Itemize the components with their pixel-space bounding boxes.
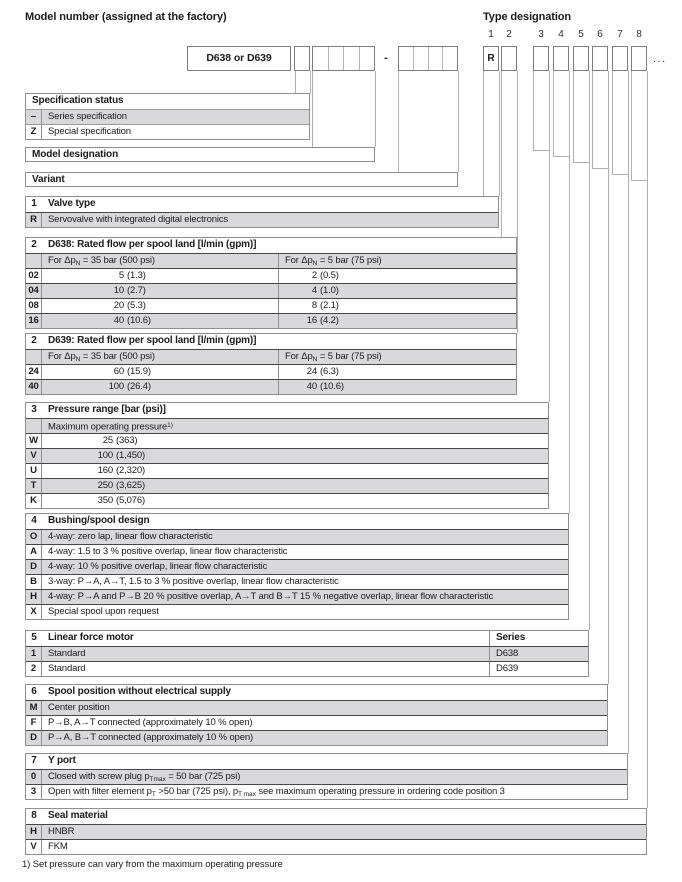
table-title: Y port xyxy=(48,755,76,766)
position-number: 1 xyxy=(488,29,494,40)
table-title: Specification status xyxy=(32,95,124,106)
table-row-2 xyxy=(26,661,588,676)
flow-35bar-cell xyxy=(42,365,279,379)
connector-line xyxy=(533,71,534,150)
connector-line xyxy=(589,71,590,630)
connector-line xyxy=(573,162,589,163)
ordering-table-spool-position xyxy=(25,684,608,746)
code-cell: – xyxy=(26,110,42,124)
table-row-F xyxy=(26,715,607,730)
code-cell: A xyxy=(26,545,42,559)
connector-line xyxy=(592,168,608,169)
description-cell: FKM xyxy=(48,841,68,852)
description-cell: Series specification xyxy=(48,111,127,122)
flow-lmin-value: 16 xyxy=(306,315,317,326)
connector-line xyxy=(549,71,550,402)
code-cell: T xyxy=(26,479,42,493)
flow-row-40 xyxy=(26,379,516,394)
table-row-B xyxy=(26,574,568,589)
table-row-3 xyxy=(26,784,627,799)
pressure-bar-value: 350 xyxy=(97,495,113,506)
connector-line xyxy=(499,71,500,196)
pressure-cell xyxy=(42,434,548,448)
code-cell: 16 xyxy=(26,314,42,328)
position-number-cell: 2 xyxy=(31,239,37,250)
table-row-H xyxy=(26,589,568,604)
ordering-table-bushing-spool-design xyxy=(25,513,569,620)
pressure-cell xyxy=(42,494,548,508)
flow-row-16 xyxy=(26,313,516,328)
column-header: Maximum operating pressure$^{1)}$ xyxy=(48,421,173,433)
flow-gpm-value: (2.7) xyxy=(127,285,146,296)
type-position-box-6 xyxy=(592,46,608,71)
flow-gpm-value: (1.0) xyxy=(320,285,339,296)
flow-lmin-value: 40 xyxy=(113,315,124,326)
code-cell xyxy=(26,254,42,268)
specification-status-table xyxy=(25,93,310,140)
flow-35bar-cell xyxy=(42,380,279,394)
connector-line xyxy=(533,150,549,151)
pressure-row-U xyxy=(26,463,548,478)
connector-line xyxy=(569,71,570,513)
flow-35bar-cell xyxy=(42,314,279,328)
connector-line xyxy=(312,71,313,147)
code-cell: D xyxy=(26,731,42,745)
flow-row-08 xyxy=(26,298,516,313)
table-title-row xyxy=(26,94,309,109)
table-row-A xyxy=(26,544,568,559)
table-title-row xyxy=(26,754,627,769)
position-number: 4 xyxy=(558,29,564,40)
variant-box: Variant xyxy=(25,172,458,187)
flow-gpm-value: (26.4) xyxy=(127,381,151,392)
flow-5bar-cell xyxy=(279,284,516,298)
position-number-cell: 6 xyxy=(31,686,37,697)
description-cell: Closed with screw plug $p_{Tmax} = 50$ bar (725 psi) xyxy=(48,771,241,783)
table-title: D638: Rated flow per spool land [l/min (gpm)] xyxy=(48,239,257,250)
pressure-cell xyxy=(42,449,548,463)
column-header-row xyxy=(26,349,516,364)
table-title-row xyxy=(26,334,516,349)
column-header: For $\Delta p_N = 35$ bar (500 psi) xyxy=(42,350,279,364)
description-cell: Servovalve with integrated digital electronics xyxy=(48,214,229,225)
flow-lmin-value: 20 xyxy=(113,300,124,311)
pressure-row-K xyxy=(26,493,548,508)
ordering-table-y-port xyxy=(25,753,628,800)
ordering-table-d639-rated-flow xyxy=(25,333,517,395)
pressure-row-V xyxy=(26,448,548,463)
connector-line xyxy=(295,71,296,93)
pressure-bar-value: 100 xyxy=(97,450,113,461)
description-cell: 4-way: P→A and P→B 20 % positive overlap, A→T and B→T 15 % negative overlap, linear flow characteristic xyxy=(48,591,494,602)
connector-line xyxy=(553,71,554,156)
description-cell: P→B, A→T connected (approximately 10 % open) xyxy=(48,717,253,728)
code-cell: 24 xyxy=(26,365,42,379)
description-cell: 4-way: 1.5 to 3 % positive overlap, linear flow characteristic xyxy=(48,546,288,557)
table-row-D xyxy=(26,559,568,574)
code-cell: 40 xyxy=(26,380,42,394)
table-title: Spool position without electrical supply xyxy=(48,686,231,697)
table-row-1 xyxy=(26,646,588,661)
position-number: 3 xyxy=(538,29,544,40)
type-position-box-5 xyxy=(573,46,589,71)
table-title: Linear force motor xyxy=(48,632,134,643)
flow-gpm-value: (5.3) xyxy=(127,300,146,311)
ordering-table-seal-material xyxy=(25,808,647,855)
pressure-bar-value: 250 xyxy=(97,480,113,491)
code-cell: V xyxy=(26,449,42,463)
code-cell: D xyxy=(26,560,42,574)
series-column-header: Series xyxy=(489,631,588,646)
connector-line xyxy=(608,71,609,684)
ellipsis: ... xyxy=(653,53,667,65)
table-title-row xyxy=(26,631,588,646)
flow-gpm-value: (2.1) xyxy=(320,300,339,311)
digit-cell xyxy=(359,47,375,70)
variant-digit-group xyxy=(398,46,458,71)
description-cell: Center position xyxy=(48,702,110,713)
model-number-heading: Model number (assigned at the factory) xyxy=(25,11,227,23)
flow-lmin-value: 4 xyxy=(311,285,317,296)
code-cell: 1 xyxy=(26,647,42,661)
code-cell: X xyxy=(26,605,42,619)
ordering-table-pressure-range xyxy=(25,402,549,509)
flow-gpm-value: (15.9) xyxy=(127,366,151,377)
table-title-row xyxy=(26,238,516,253)
position-number-cell: 3 xyxy=(31,404,37,415)
digit-cell xyxy=(399,47,413,70)
column-header-row xyxy=(26,418,548,433)
flow-gpm-value: (10.6) xyxy=(320,381,344,392)
connector-line xyxy=(483,71,484,196)
flow-gpm-value: (0.5) xyxy=(320,270,339,281)
description-cell: 4-way: zero lap, linear flow characteristic xyxy=(48,531,213,542)
series-value-cell: D638 xyxy=(489,647,588,661)
digit-cell xyxy=(413,47,428,70)
description-cell: Special spool upon request xyxy=(48,606,159,617)
footnote: 1) Set pressure can vary from the maximum operating pressure xyxy=(22,859,283,870)
flow-35bar-cell xyxy=(42,269,279,283)
code-cell: U xyxy=(26,464,42,478)
type-position-box-3 xyxy=(533,46,549,71)
table-row-M xyxy=(26,700,607,715)
code-cell: H xyxy=(26,825,42,839)
flow-35bar-cell xyxy=(42,299,279,313)
code-cell: 02 xyxy=(26,269,42,283)
connector-line xyxy=(647,71,648,808)
flow-lmin-value: 60 xyxy=(113,366,124,377)
digit-cell xyxy=(313,47,328,70)
flow-lmin-value: 8 xyxy=(311,300,317,311)
description-cell: Open with filter element $p_T >50$ bar (725 psi), $p_{T max}$ see maximum operating pressure in ordering code position 3 xyxy=(48,786,505,798)
position-number-cell: 2 xyxy=(31,335,37,346)
table-row-H xyxy=(26,824,646,839)
table-title: Seal material xyxy=(48,810,108,821)
flow-5bar-cell xyxy=(279,380,516,394)
flow-lmin-value: 100 xyxy=(108,381,124,392)
description-cell: Special specification xyxy=(48,126,131,137)
connector-line xyxy=(553,156,569,157)
type-position-box-4 xyxy=(553,46,569,71)
table-title: Pressure range [bar (psi)] xyxy=(48,404,166,415)
connector-line xyxy=(501,71,502,237)
pressure-row-T xyxy=(26,478,548,493)
code-cell: F xyxy=(26,716,42,730)
series-value-cell: D639 xyxy=(489,662,588,676)
flow-row-04 xyxy=(26,283,516,298)
code-cell: Z xyxy=(26,125,42,139)
pressure-row-W xyxy=(26,433,548,448)
pressure-psi-value: (5,076) xyxy=(116,495,146,506)
position-number-cell: 1 xyxy=(31,198,37,209)
digit-cell xyxy=(343,47,359,70)
table-title: D639: Rated flow per spool land [l/min (gpm)] xyxy=(48,335,257,346)
dash-separator: - xyxy=(384,52,388,64)
pressure-psi-value: (3,625) xyxy=(116,480,146,491)
code-cell: H xyxy=(26,590,42,604)
code-cell: 2 xyxy=(26,662,42,676)
flow-lmin-value: 2 xyxy=(311,270,317,281)
table-row-D xyxy=(26,730,607,745)
flow-5bar-cell xyxy=(279,365,516,379)
digit-cell xyxy=(442,47,457,70)
table-title-row xyxy=(26,514,568,529)
flow-row-24 xyxy=(26,364,516,379)
flow-lmin-value: 40 xyxy=(306,381,317,392)
ordering-table-valve-type xyxy=(25,196,499,228)
code-cell: K xyxy=(26,494,42,508)
position-number: 6 xyxy=(597,29,603,40)
table-row-O xyxy=(26,529,568,544)
column-header: For $\Delta p_N = 5$ bar (75 psi) xyxy=(285,255,382,267)
table-title-row xyxy=(26,685,607,700)
type-position-box-7 xyxy=(612,46,628,71)
connector-line xyxy=(458,71,459,172)
position-number: 7 xyxy=(617,29,623,40)
pressure-psi-value: (363) xyxy=(116,435,138,446)
spec-status-row-– xyxy=(26,109,309,124)
table-row-0 xyxy=(26,769,627,784)
position-number: 2 xyxy=(506,29,512,40)
flow-gpm-value: (6.3) xyxy=(320,366,339,377)
position-number-cell: 5 xyxy=(31,632,37,643)
code-cell: 08 xyxy=(26,299,42,313)
position-number-cell: 7 xyxy=(31,755,37,766)
connector-line xyxy=(573,71,574,162)
description-cell: 3-way: P→A, A→T, 1.5 to 3 % positive overlap, linear flow characteristic xyxy=(48,576,339,587)
connector-line xyxy=(398,71,399,172)
pressure-psi-value: (1,450) xyxy=(116,450,146,461)
connector-line xyxy=(517,71,518,333)
table-row-X xyxy=(26,604,568,619)
connector-line xyxy=(612,174,628,175)
table-title-row xyxy=(26,403,548,418)
description-cell: 4-way: 10 % positive overlap, linear flow characteristic xyxy=(48,561,268,572)
connector-line xyxy=(631,180,647,181)
description-cell: P→A, B→T connected (approximately 10 % open) xyxy=(48,732,253,743)
code-cell: 3 xyxy=(26,785,42,799)
connector-line xyxy=(592,71,593,168)
type-position-box-2 xyxy=(501,46,517,71)
type-designation-heading: Type designation xyxy=(483,11,572,23)
connector-line xyxy=(310,71,311,93)
flow-5bar-cell xyxy=(279,269,516,283)
position-number: 8 xyxy=(636,29,642,40)
model-designation-box: Model designation xyxy=(25,147,375,162)
connector-line xyxy=(628,71,629,753)
table-title-row xyxy=(26,809,646,824)
column-header: For $\Delta p_N = 35$ bar (500 psi) xyxy=(42,254,279,268)
column-header-row xyxy=(26,253,516,268)
pressure-cell xyxy=(42,464,548,478)
flow-gpm-value: (10.6) xyxy=(127,315,151,326)
description-cell: Standard xyxy=(48,648,86,659)
digit-cell xyxy=(328,47,344,70)
code-cell: V xyxy=(26,840,42,854)
factory-model-box: D638 or D639 xyxy=(187,46,291,71)
position-number-cell: 8 xyxy=(31,810,37,821)
table-row-R xyxy=(26,212,498,227)
table-title: Bushing/spool design xyxy=(48,515,150,526)
table-row-V xyxy=(26,839,646,854)
column-header: For $\Delta p_N = 5$ bar (75 psi) xyxy=(285,351,382,363)
digit-cell xyxy=(428,47,443,70)
description-cell: HNBR xyxy=(48,826,75,837)
spec-status-row-Z xyxy=(26,124,309,139)
code-cell: 0 xyxy=(26,770,42,784)
code-cell: M xyxy=(26,701,42,715)
description-cell: Standard xyxy=(48,663,86,674)
connector-line xyxy=(375,71,376,147)
connector-line xyxy=(631,71,632,180)
ordering-table-d638-rated-flow xyxy=(25,237,517,329)
spec-status-digit-box xyxy=(294,46,310,71)
table-title: Valve type xyxy=(48,198,96,209)
flow-5bar-cell xyxy=(279,314,516,328)
flow-gpm-value: (4.2) xyxy=(320,315,339,326)
code-cell xyxy=(26,350,42,364)
flow-row-02 xyxy=(26,268,516,283)
code-cell: W xyxy=(26,434,42,448)
table-title-row xyxy=(26,197,498,212)
flow-lmin-value: 5 xyxy=(118,270,124,281)
position-number-cell: 4 xyxy=(31,515,37,526)
code-cell: B xyxy=(26,575,42,589)
code-cell: O xyxy=(26,530,42,544)
flow-gpm-value: (1.3) xyxy=(127,270,146,281)
code-cell: 04 xyxy=(26,284,42,298)
code-cell xyxy=(26,419,42,433)
ordering-table-linear-force-motor xyxy=(25,630,589,677)
pressure-bar-value: 160 xyxy=(97,465,113,476)
position-number: 5 xyxy=(578,29,584,40)
flow-5bar-cell xyxy=(279,299,516,313)
flow-lmin-value: 10 xyxy=(113,285,124,296)
type-position-box-1: R xyxy=(483,46,499,71)
flow-35bar-cell xyxy=(42,284,279,298)
model-designation-digit-group xyxy=(312,46,375,71)
pressure-bar-value: 25 xyxy=(102,435,113,446)
type-position-box-8 xyxy=(631,46,647,71)
flow-lmin-value: 24 xyxy=(306,366,317,377)
pressure-psi-value: (2,320) xyxy=(116,465,146,476)
connector-line xyxy=(612,71,613,174)
pressure-cell xyxy=(42,479,548,493)
code-cell: R xyxy=(26,213,42,227)
